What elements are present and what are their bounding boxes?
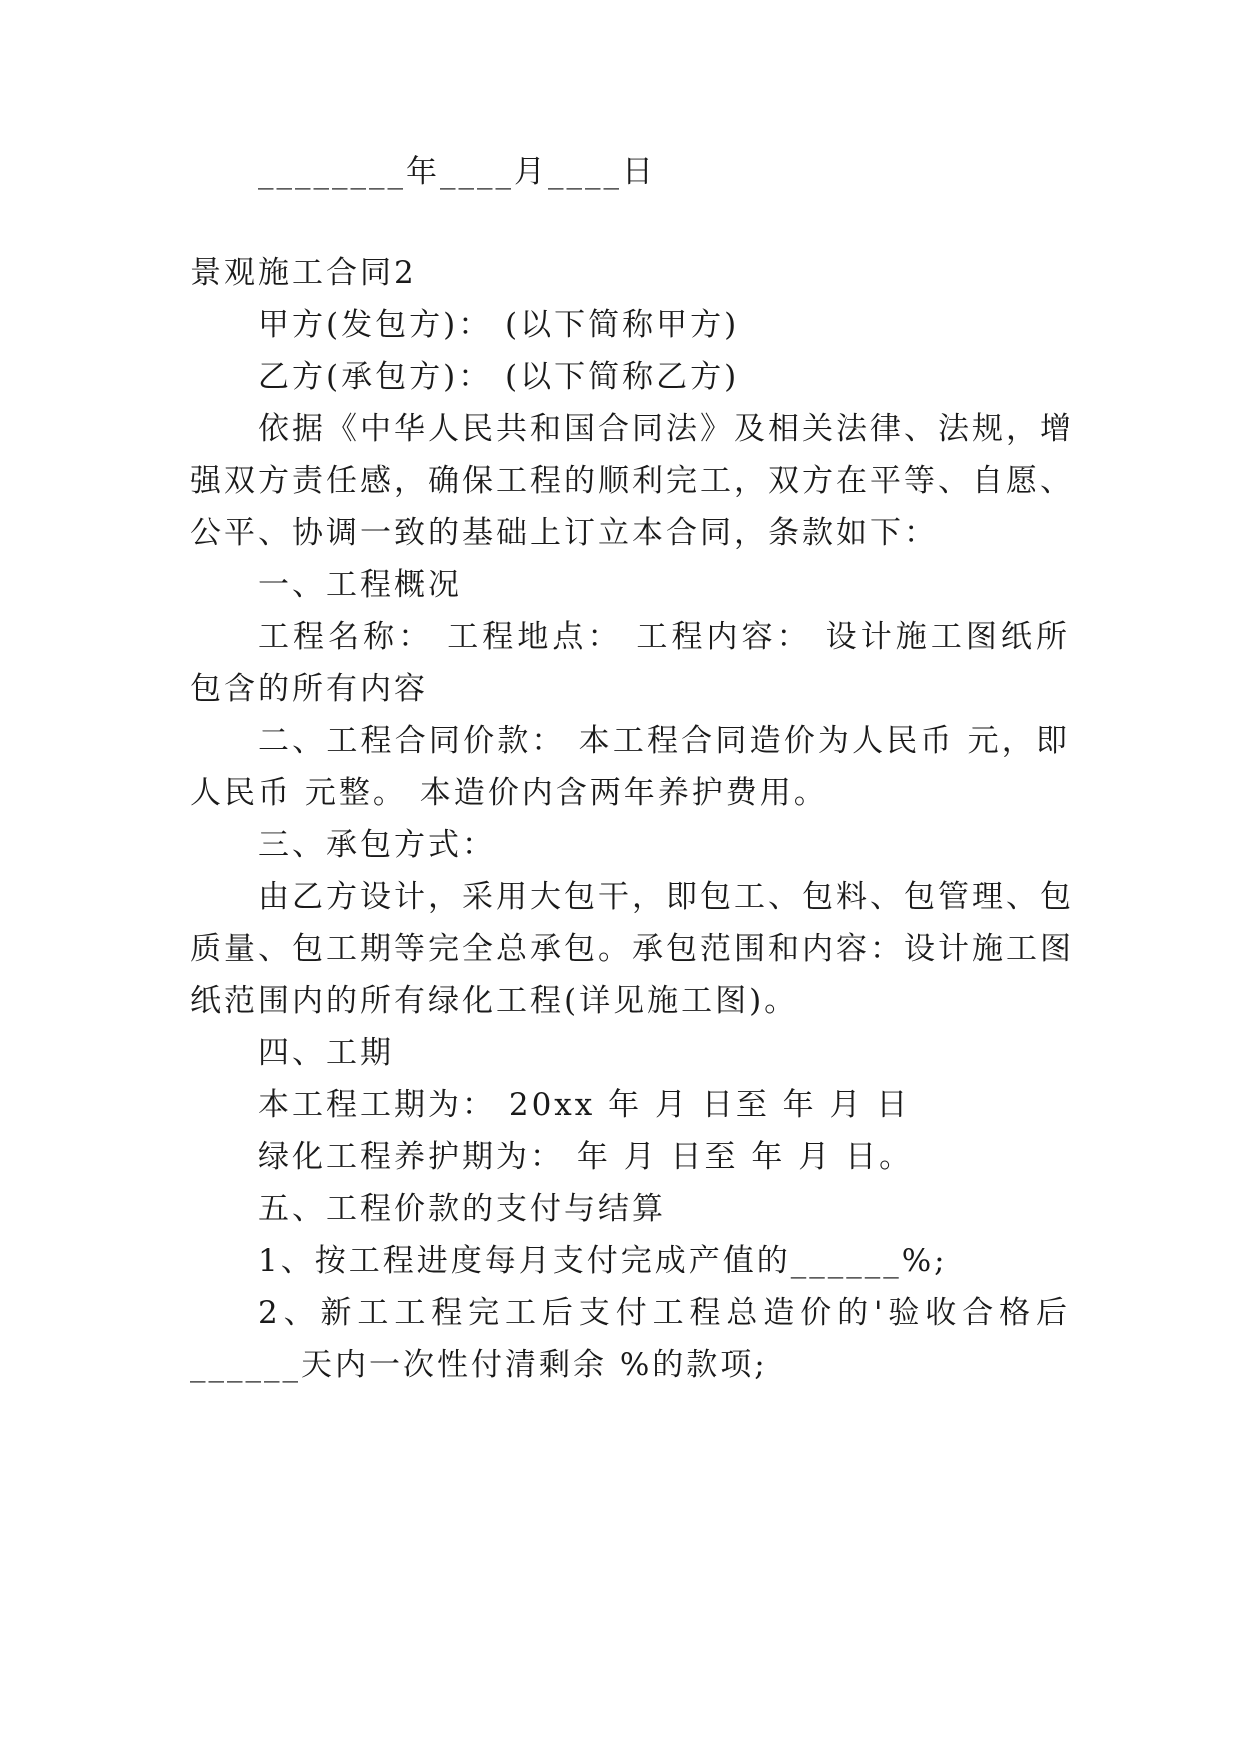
- section5-item-2-line-1: 2、新工工程完工后支付工程总造价的'验收合格后: [258, 1295, 1070, 1331]
- section5-item-2-line-2: ______天内一次性付清剩余 %的款项;: [190, 1347, 768, 1383]
- section3-heading: 三、承包方式：: [258, 827, 496, 863]
- preamble-line-2: 强双方责任感，确保工程的顺利完工，双方在平等、自愿、: [190, 463, 1074, 499]
- section3-body-line-1: 由乙方设计，采用大包干，即包工、包料、包管理、包: [258, 879, 1074, 915]
- section1-heading: 一、工程概况: [258, 567, 462, 603]
- section5-item-1: 1、按工程进度每月支付完成产值的______%;: [258, 1243, 948, 1279]
- party-b-line: 乙方(承包方)： (以下简称乙方): [258, 359, 740, 395]
- date-line: ________年____月____日: [258, 154, 656, 190]
- section3-body-line-2: 质量、包工期等完全总承包。承包范围和内容：设计施工图: [190, 931, 1074, 967]
- document-title: 景观施工合同2: [190, 255, 417, 291]
- preamble-line-1: 依据《中华人民共和国合同法》及相关法律、法规，增: [258, 411, 1074, 447]
- section2-body-line-1: 二、工程合同价款： 本工程合同造价为人民币 元，即: [258, 723, 1070, 759]
- section4-body-line-2: 绿化工程养护期为： 年 月 日至 年 月 日。: [258, 1139, 914, 1175]
- section4-heading: 四、工期: [258, 1035, 394, 1071]
- section4-body-line-1: 本工程工期为： 20xx 年 月 日至 年 月 日: [258, 1087, 911, 1123]
- preamble-line-3: 公平、协调一致的基础上订立本合同，条款如下：: [190, 515, 938, 551]
- section5-heading: 五、工程价款的支付与结算: [258, 1191, 666, 1227]
- section2-body-line-2: 人民币 元整。 本造价内含两年养护费用。: [190, 775, 828, 811]
- section3-body-line-3: 纸范围内的所有绿化工程(详见施工图)。: [190, 983, 799, 1019]
- party-a-line: 甲方(发包方)： (以下简称甲方): [258, 307, 740, 343]
- section1-body-line-2: 包含的所有内容: [190, 671, 428, 707]
- section1-body-line-1: 工程名称： 工程地点： 工程内容： 设计施工图纸所: [258, 619, 1070, 655]
